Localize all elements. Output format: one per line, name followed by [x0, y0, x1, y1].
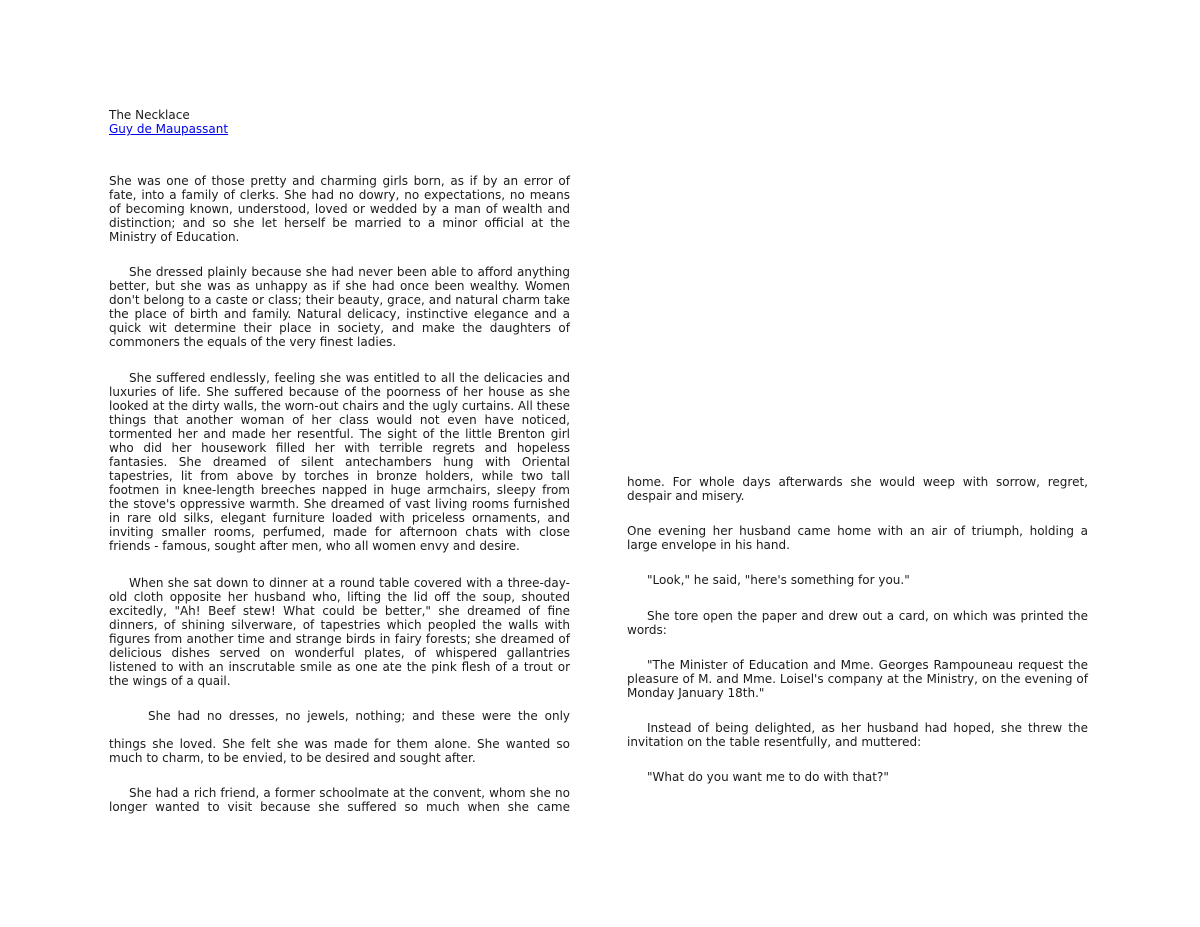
paragraph: She tore open the paper and drew out a card, on which was printed the words:: [627, 609, 1088, 637]
paragraph: When she sat down to dinner at a round table covered with a three-day-old cloth opposite her husband who, lifting the lid off the soup, shouted excitedly, "Ah! Beef stew! What could be better," she dreamed of fine dinners, of shining silverware, of tapestries which peopled the walls with figures from another time and strange birds in fairy forests; she dreamed of delicious dishes served on wonderful plates, of whispered gallantries listened to with an inscrutable smile as one ate the pink flesh of a trout or the wings of a quail.: [109, 576, 570, 688]
document-title: The Necklace: [109, 108, 190, 122]
paragraph: Instead of being delighted, as her husband had hoped, she threw the invitation on the table resentfully, and muttered:: [627, 721, 1088, 749]
paragraph: She suffered endlessly, feeling she was entitled to all the delicacies and luxuries of life. She suffered because of the poorness of her house as she looked at the dirty walls, the worn-out chairs and the ugly curtains. All these things that another woman of her class would not even have noticed, tormented her and made her resentful. The sight of the little Brenton girl who did her housework filled her with terrible regrets and hopeless fantasies. She dreamed of silent antechambers hung with Oriental tapestries, lit from above by torches in bronze holders, while two tall footmen in knee-length breeches napped in huge armchairs, sleepy from the stove's oppressive warmth. She dreamed of vast living rooms furnished in rare old silks, elegant furniture loaded with priceless ornaments, and inviting smaller rooms, perfumed, made for afternoon chats with close friends - famous, sought after men, who all women envy and desire.: [109, 371, 570, 553]
paragraph: home. For whole days afterwards she would weep with sorrow, regret, despair and misery.: [627, 475, 1088, 503]
paragraph: "Look," he said, "here's something for you.": [647, 573, 910, 587]
paragraph: One evening her husband came home with an air of triumph, holding a large envelope in his hand.: [627, 524, 1088, 552]
document-header: [109, 108, 509, 136]
paragraph: "What do you want me to do with that?": [647, 770, 889, 784]
paragraph: things she loved. She felt she was made for them alone. She wanted so much to charm, to be envied, to be desired and sought after.: [109, 737, 570, 765]
paragraph: She had a rich friend, a former schoolmate at the convent, whom she no longer wanted to visit because she suffered so much when she came: [109, 786, 570, 814]
paragraph: She was one of those pretty and charming girls born, as if by an error of fate, into a family of clerks. She had no dowry, no expectations, no means of becoming known, understood, loved or wedded by a man of wealth and distinction; and so she let herself be married to a minor official at the Ministry of Education.: [109, 174, 570, 244]
paragraph: She had no dresses, no jewels, nothing; and these were the only: [148, 709, 570, 723]
paragraph: She dressed plainly because she had never been able to afford anything better, but she was as unhappy as if she had once been wealthy. Women don't belong to a caste or class; their beauty, grace, and natural charm take the place of birth and family. Natural delicacy, instinctive elegance and a quick wit determine their place in society, and make the daughters of commoners the equals of the very finest ladies.: [109, 265, 570, 349]
author-link[interactable]: Guy de Maupassant: [109, 122, 229, 136]
paragraph: "The Minister of Education and Mme. Georges Rampouneau request the pleasure of M. and Mme. Loisel's company at the Ministry, on the evening of Monday January 18th.": [627, 658, 1088, 700]
